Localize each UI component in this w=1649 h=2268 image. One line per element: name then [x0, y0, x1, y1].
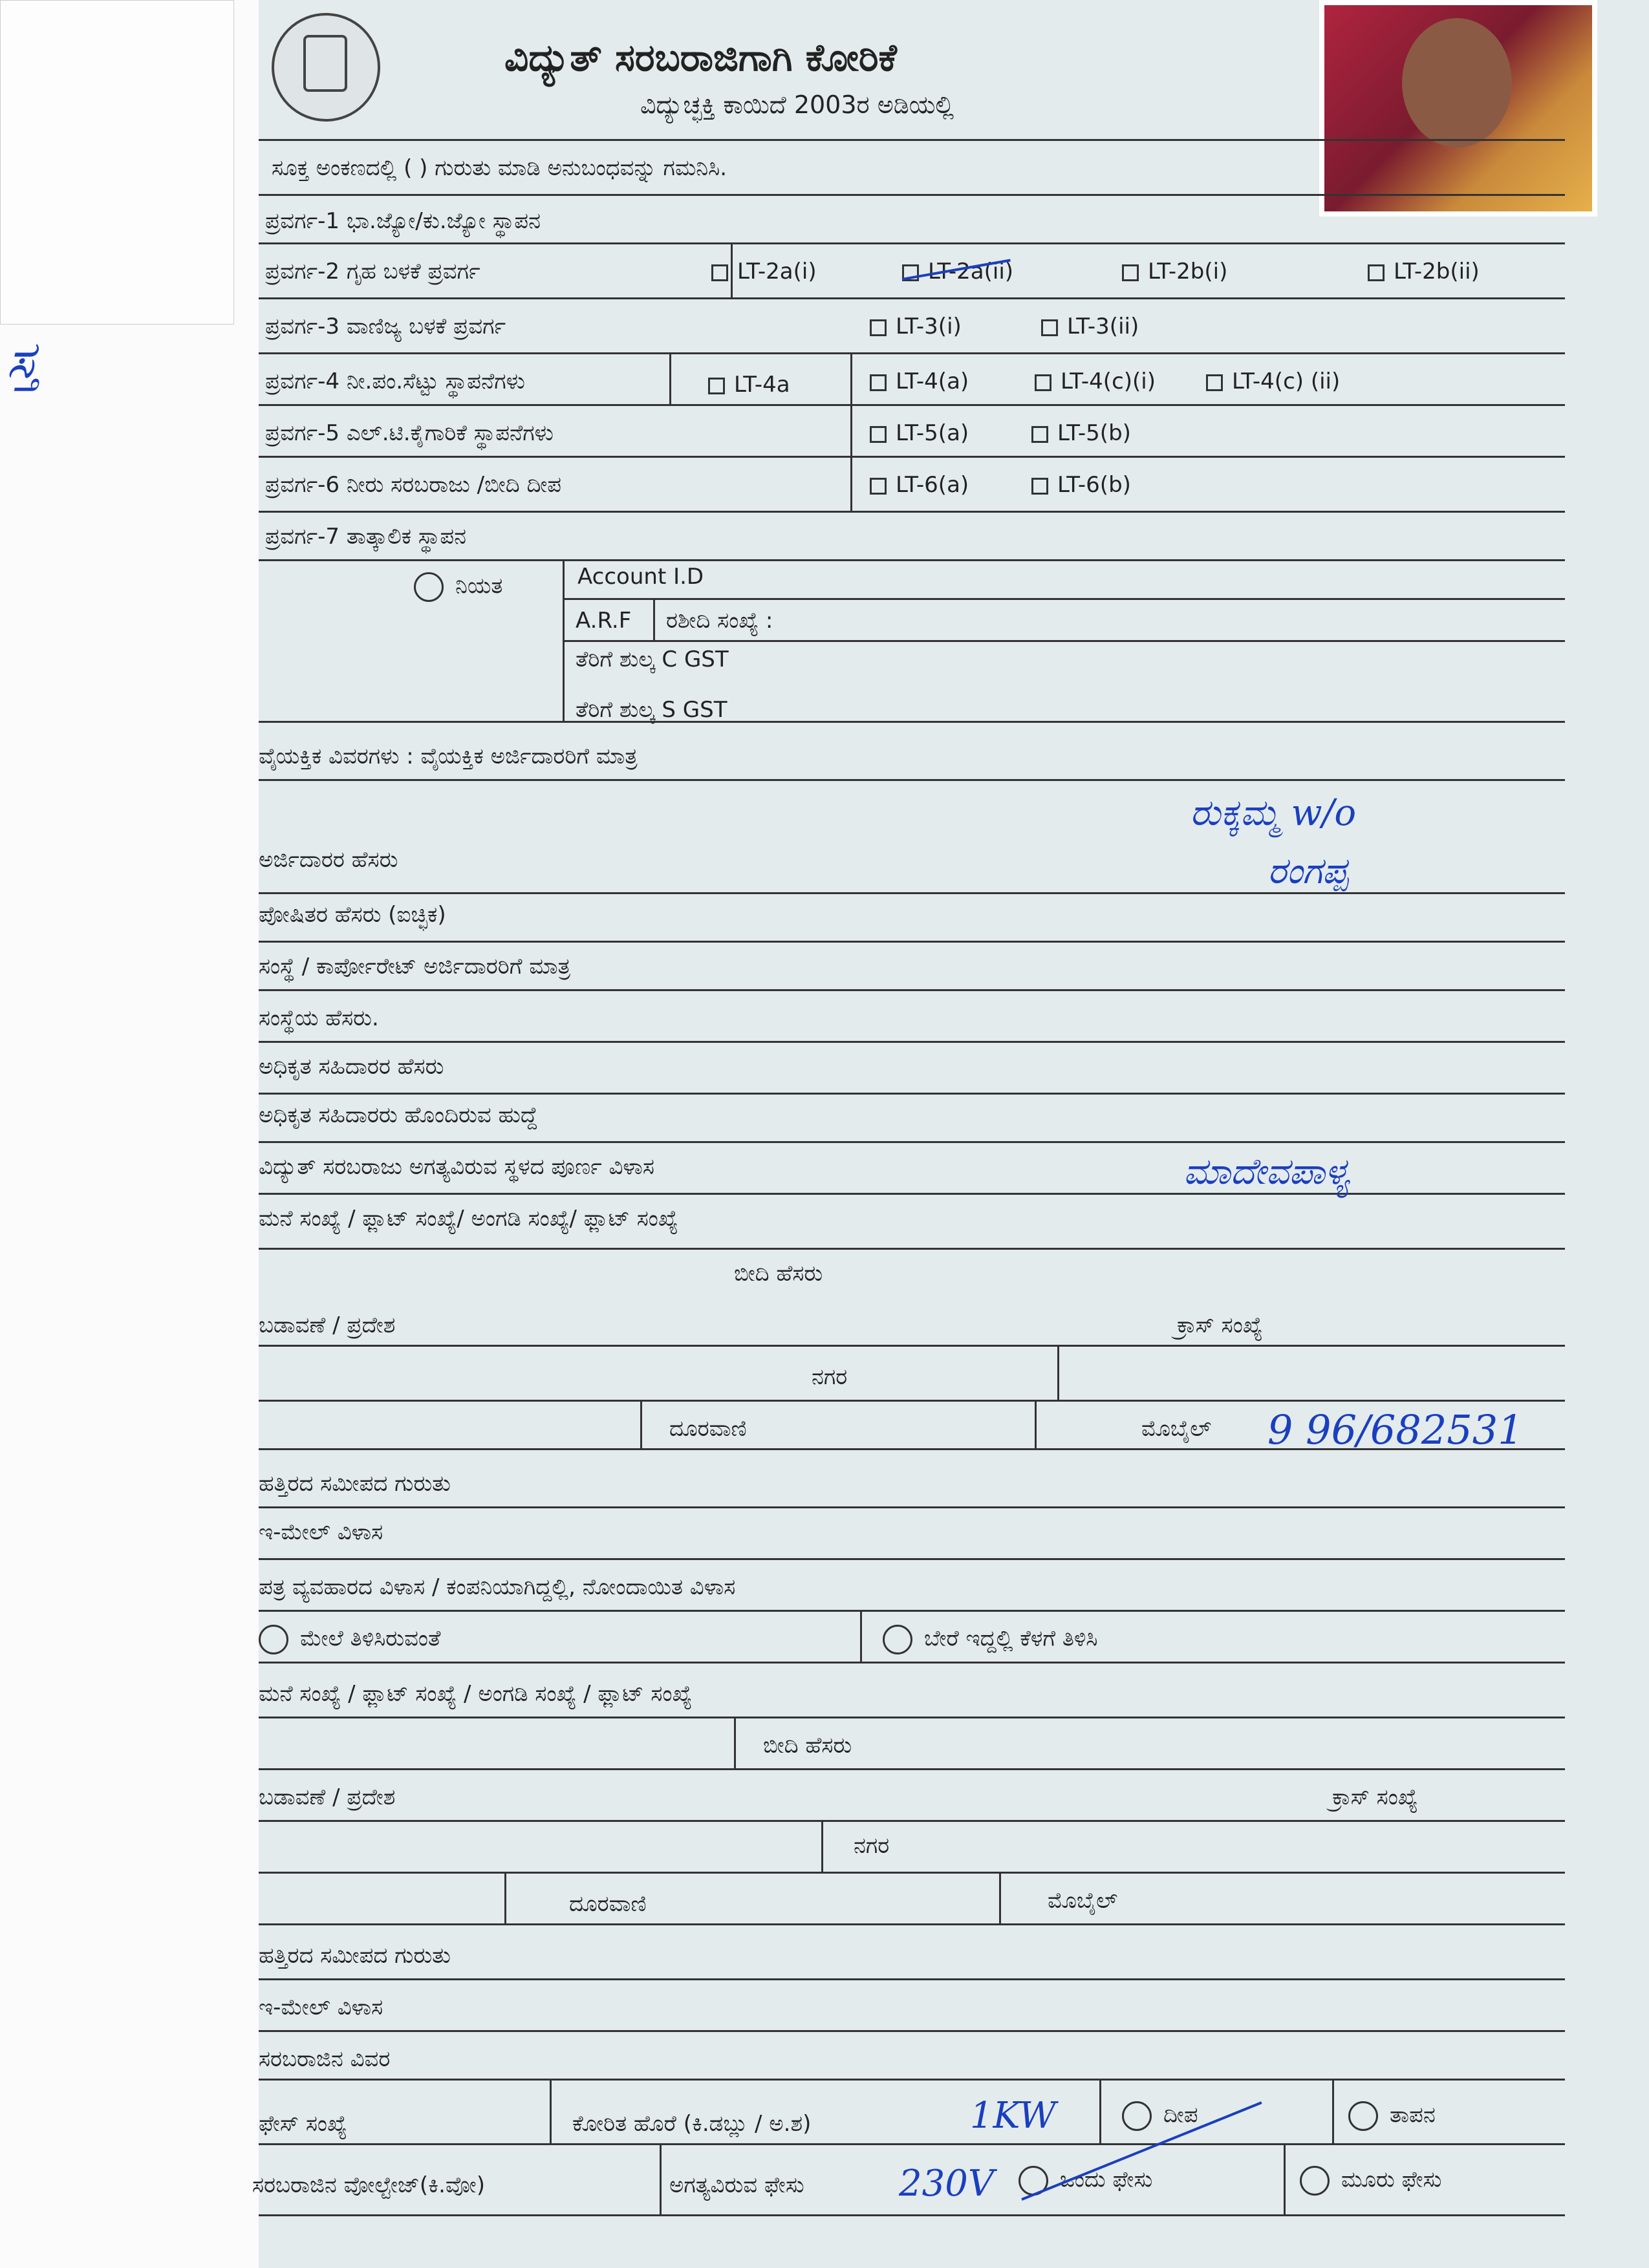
divider: [504, 1872, 506, 1923]
account-rule: [563, 640, 1565, 642]
signatory-designation-label: ಅಧಿಕೃತ ಸಹಿದಾರರು ಹೊಂದಿರುವ ಹುದ್ದೆ: [259, 1102, 538, 1128]
category-rule-0: [259, 194, 1565, 196]
row-rule: [259, 989, 1565, 991]
row-rule: [259, 1248, 1565, 1250]
row-rule: [259, 1093, 1565, 1095]
divider: [731, 242, 733, 297]
divider: [850, 352, 852, 511]
checkbox-lt-5-a[interactable]: LT-5(a): [870, 420, 969, 446]
radio-lamp[interactable]: ದೀಪ: [1122, 2101, 1198, 2131]
handwritten-mobile: 9 96/682531: [1267, 1406, 1524, 1453]
supply-voltage-label: ಸರಬರಾಜಿನ ವೋಲ್ಟೇಜ್(ಕಿ.ವೋ): [252, 2172, 485, 2198]
row-rule: [259, 1662, 1565, 1664]
category-rule-5: [259, 456, 1565, 458]
checkbox-lt-4-c-ii[interactable]: LT-4(c) (ii): [1206, 369, 1340, 394]
mobile-label: ಮೊಬೈಲ್: [1141, 1416, 1212, 1442]
street-name-label: ಬೀದಿ ಹೆಸರು: [734, 1261, 823, 1287]
cgst-label: ತೆರಿಗೆ ಶುಲ್ಕ C GST: [576, 647, 729, 672]
applicant-face: [1402, 18, 1512, 147]
email-label: ಇ-ಮೇಲ್ ವಿಳಾಸ: [259, 1519, 383, 1545]
comm-street-label: ಬೀದಿ ಹೆಸರು: [763, 1733, 852, 1759]
corporate-heading: ಸಂಸ್ಥೆ / ಕಾರ್ಪೋರೇಟ್ ಅರ್ಜಿದಾರರಿಗೆ ಮಾತ್ರ: [259, 954, 571, 979]
handwritten-village: ಮಾದೇವಪಾಳ್ಯ: [1183, 1151, 1350, 1193]
category-5-label: ಪ್ರವರ್ಗ-5 ಎಲ್.ಟಿ.ಕೈಗಾರಿಕೆ ಸ್ಥಾಪನೆಗಳು: [265, 420, 554, 446]
row-rule: [259, 1923, 1565, 1925]
handwritten-margin-mark: ಸ್ತ: [6, 330, 39, 390]
account-id-label: Account I.D: [577, 564, 704, 590]
instruction-text: ಸೂಕ್ತ ಅಂಕಣದಲ್ಲಿ ( ) ಗುರುತು ಮಾಡಿ ಅನುಬಂಧವನ್ನು ಗಮನಿಸಿ.: [272, 155, 727, 181]
sgst-label: ತೆರಿಗೆ ಶುಲ್ಕ S GST: [576, 697, 727, 723]
divider: [1284, 2143, 1286, 2214]
application-form: [259, 0, 1649, 2268]
comm-mobile-label: ಮೊಬೈಲ್: [1048, 1888, 1118, 1914]
radio-three-phase[interactable]: ಮೂರು ಫೇಸು: [1300, 2166, 1441, 2196]
divider: [1057, 1345, 1059, 1400]
cross-number-label: ಕ್ರಾಸ್ ಸಂಖ್ಯೆ: [1177, 1312, 1263, 1338]
row-rule: [259, 2143, 1565, 2145]
checkbox-lt-4-c-i[interactable]: LT-4(c)(i): [1035, 369, 1156, 394]
category-2-label: ಪ್ರವರ್ಗ-2 ಗೃಹ ಬಳಕೆ ಪ್ರವರ್ಗ: [265, 259, 480, 284]
category-1-label: ಪ್ರವರ್ಗ-1 ಭಾ.ಜ್ಯೋ/ಕು.ಜ್ಯೋ ಸ್ಥಾಪನ: [265, 208, 541, 234]
row-rule: [259, 1610, 1565, 1612]
row-rule: [259, 1345, 1565, 1347]
signatory-name-label: ಅಧಿಕೃತ ಸಹಿದಾರರ ಹೆಸರು: [259, 1054, 444, 1080]
receipt-number-label: ರಶೀದಿ ಸಂಖ್ಯೆ :: [666, 608, 773, 634]
firm-name-label: ಸಂಸ್ಥೆಯ ಹೆಸರು.: [259, 1005, 379, 1031]
arf-label: A.R.F: [576, 608, 632, 634]
supply-address-label: ವಿದ್ಯುತ್ ಸರಬರಾಜು ಅಗತ್ಯವಿರುವ ಸ್ಥಳದ ಪೂರ್ಣ ವಿಳಾಸ: [259, 1154, 654, 1180]
divider: [1035, 1400, 1037, 1448]
category-rule-4: [259, 404, 1565, 406]
radio-heating[interactable]: ತಾಪನ: [1348, 2101, 1436, 2131]
category-rule-3: [259, 352, 1565, 354]
category-7-label: ಪ್ರವರ್ಗ-7 ತಾತ್ಕಾಲಿಕ ಸ್ಥಾಪನ: [265, 524, 467, 550]
row-rule: [259, 1141, 1565, 1143]
checkbox-lt-6-b[interactable]: LT-6(b): [1031, 472, 1131, 498]
divider: [669, 352, 671, 404]
checkbox-lt-2b-i[interactable]: LT-2b(i): [1122, 259, 1227, 284]
row-rule: [259, 2079, 1565, 2081]
comm-email-label: ಇ-ಮೇಲ್ ವಿಳಾಸ: [259, 1995, 383, 2020]
escom-logo: [272, 13, 380, 122]
divider: [821, 1820, 823, 1872]
personal-rule: [259, 721, 1565, 723]
radio-same-as-above[interactable]: ಮೇಲೆ ತಿಳಿಸಿರುವಂತೆ: [259, 1625, 440, 1654]
comm-phone-label: ದೂರವಾಣಿ: [569, 1891, 647, 1917]
handwritten-load: 1KW: [970, 2095, 1057, 2137]
comm-city-label: ನಗರ: [854, 1833, 890, 1859]
row-rule: [259, 892, 1565, 894]
row-rule: [259, 1717, 1565, 1718]
landmark-label: ಹತ್ತಿರದ ಸಮೀಪದ ಗುರುತು: [259, 1471, 451, 1497]
radio-single-phase[interactable]: ಒಂದು ಫೇಸು: [1018, 2166, 1152, 2196]
instruction-top-rule: [259, 139, 1565, 141]
checkbox-lt-5-b[interactable]: LT-5(b): [1031, 420, 1131, 446]
divider: [1332, 2079, 1334, 2143]
handwritten-name-line1: ರುಕ್ಕಮ್ಮ w/o: [1190, 792, 1357, 834]
phone-label: ದೂರವಾಣಿ: [669, 1416, 747, 1442]
guardian-name-label: ಪೋಷಿತರ ಹೆಸರು (ಐಚ್ಛಿಕ): [259, 902, 446, 928]
comm-landmark-label: ಹತ್ತಿರದ ಸಮೀಪದ ಗುರುತು: [259, 1943, 451, 1969]
comm-area-label: ಬಡಾವಣೆ / ಪ್ರದೇಶ: [259, 1784, 396, 1810]
row-rule: [259, 1558, 1565, 1560]
left-margin-strip: [0, 0, 273, 2268]
category-rule-2: [259, 297, 1565, 299]
row-rule: [259, 1820, 1565, 1822]
handwritten-voltage: 230V: [899, 2163, 995, 2205]
required-phase-label: ಅಗತ್ಯವಿರುವ ಫೇಸು: [669, 2172, 804, 2198]
divider: [1099, 2079, 1101, 2143]
divider: [640, 1400, 642, 1448]
personal-details-heading: ವೈಯಕ್ತಿಕ ವಿವರಗಳು : ವೈಯಕ್ತಿಕ ಅರ್ಜಿದಾರರಿಗೆ ಮಾತ್ರ: [259, 744, 638, 769]
category-rule-6: [259, 511, 1565, 513]
divider: [550, 2079, 552, 2143]
comm-cross-label: ಕ್ರಾಸ್ ಸಂಖ್ಯೆ: [1332, 1784, 1418, 1810]
radio-permanent[interactable]: ನಿಯತ: [414, 572, 502, 602]
radio-other-address[interactable]: ಬೇರೆ ಇದ್ದಲ್ಲಿ ಕೆಳಗೆ ತಿಳಿಸಿ: [883, 1625, 1097, 1654]
applicant-name-label: ಅರ್ಜಿದಾರರ ಹೆಸರು: [259, 847, 398, 873]
row-rule: [259, 1193, 1565, 1195]
category-rule-1: [259, 242, 1565, 244]
communication-address-label: ಪತ್ರ ವ್ಯವಹಾರದ ವಿಳಾಸ / ಕಂಪನಿಯಾಗಿದ್ದಲ್ಲಿ, ನೋಂದಾಯಿತ ವಿಳಾಸ: [259, 1574, 736, 1600]
checkbox-lt-3-ii[interactable]: LT-3(ii): [1041, 314, 1139, 339]
checkbox-lt-2a-ii[interactable]: LT-2a(ii): [902, 259, 1013, 284]
row-rule: [259, 779, 1565, 781]
checkbox-lt-4-a[interactable]: LT-4(a): [870, 369, 969, 394]
requested-load-label: ಕೋರಿತ ಹೊರೆ (ಕಿ.ಡಬ್ಲು / ಅ.ಶ): [572, 2111, 812, 2137]
category-3-label: ಪ್ರವರ್ಗ-3 ವಾಣಿಜ್ಯ ಬಳಕೆ ಪ್ರವರ್ಗ: [265, 314, 506, 339]
category-4-label: ಪ್ರವರ್ಗ-4 ನೀ.ಪಂ.ಸೆಟ್ಟು ಸ್ಥಾಪನೆಗಳು: [265, 369, 525, 394]
checkbox-lt-2a-i[interactable]: LT-2a(i): [711, 259, 817, 284]
row-rule: [259, 1506, 1565, 1508]
divider: [734, 1717, 736, 1768]
comm-house-number-label: ಮನೆ ಸಂಖ್ಯೆ / ಫ್ಲಾಟ್ ಸಂಖ್ಯೆ / ಅಂಗಡಿ ಸಂಖ್ಯೆ / ಫ್ಲಾಟ್ ಸಂಖ್ಯೆ: [259, 1681, 693, 1707]
divider: [999, 1872, 1001, 1923]
applicant-photo: [1319, 0, 1597, 217]
row-rule: [259, 1872, 1565, 1874]
row-rule: [259, 941, 1565, 943]
divider: [653, 598, 655, 640]
city-label: ನಗರ: [812, 1364, 848, 1390]
divider: [660, 2143, 662, 2214]
row-rule: [259, 1978, 1565, 1980]
account-rule: [563, 598, 1565, 600]
account-rule-top: [259, 559, 1565, 561]
underlying-card: [0, 0, 234, 325]
checkbox-lt-6-a[interactable]: LT-6(a): [870, 472, 969, 498]
divider: [860, 1610, 862, 1662]
checkbox-lt-3-i[interactable]: LT-3(i): [870, 314, 962, 339]
row-rule: [259, 2214, 1565, 2216]
row-rule: [259, 2030, 1565, 2032]
checkbox-lt-4a[interactable]: LT-4a: [708, 372, 790, 398]
row-rule: [259, 1041, 1565, 1043]
area-label: ಬಡಾವಣೆ / ಪ್ರದೇಶ: [259, 1312, 396, 1338]
row-rule: [259, 1400, 1565, 1402]
phase-number-label: ಫೇಸ್ ಸಂಖ್ಯೆ: [259, 2111, 347, 2137]
form-title: ವಿದ್ಯುತ್ ಸರಬರಾಜಿಗಾಗಿ ಕೋರಿಕೆ: [504, 36, 897, 80]
checkbox-lt-2b-ii[interactable]: LT-2b(ii): [1368, 259, 1480, 284]
form-subtitle: ವಿದ್ಯುಚ್ಛಕ್ತಿ ಕಾಯಿದೆ 2003ರ ಅಡಿಯಲ್ಲಿ: [640, 91, 954, 119]
handwritten-name-line2: ರಂಗಪ್ಪ: [1267, 850, 1348, 892]
supply-details-label: ಸರಬರಾಜಿನ ವಿವರ: [259, 2046, 391, 2072]
category-6-label: ಪ್ರವರ್ಗ-6 ನೀರು ಸರಬರಾಜು /ಬೀದಿ ದೀಪ: [265, 472, 562, 498]
house-number-label: ಮನೆ ಸಂಖ್ಯೆ / ಫ್ಲಾಟ್ ಸಂಖ್ಯೆ/ ಅಂಗಡಿ ಸಂಖ್ಯೆ/ ಫ್ಲಾಟ್ ಸಂಖ್ಯೆ: [259, 1206, 678, 1232]
row-rule: [259, 1768, 1565, 1770]
